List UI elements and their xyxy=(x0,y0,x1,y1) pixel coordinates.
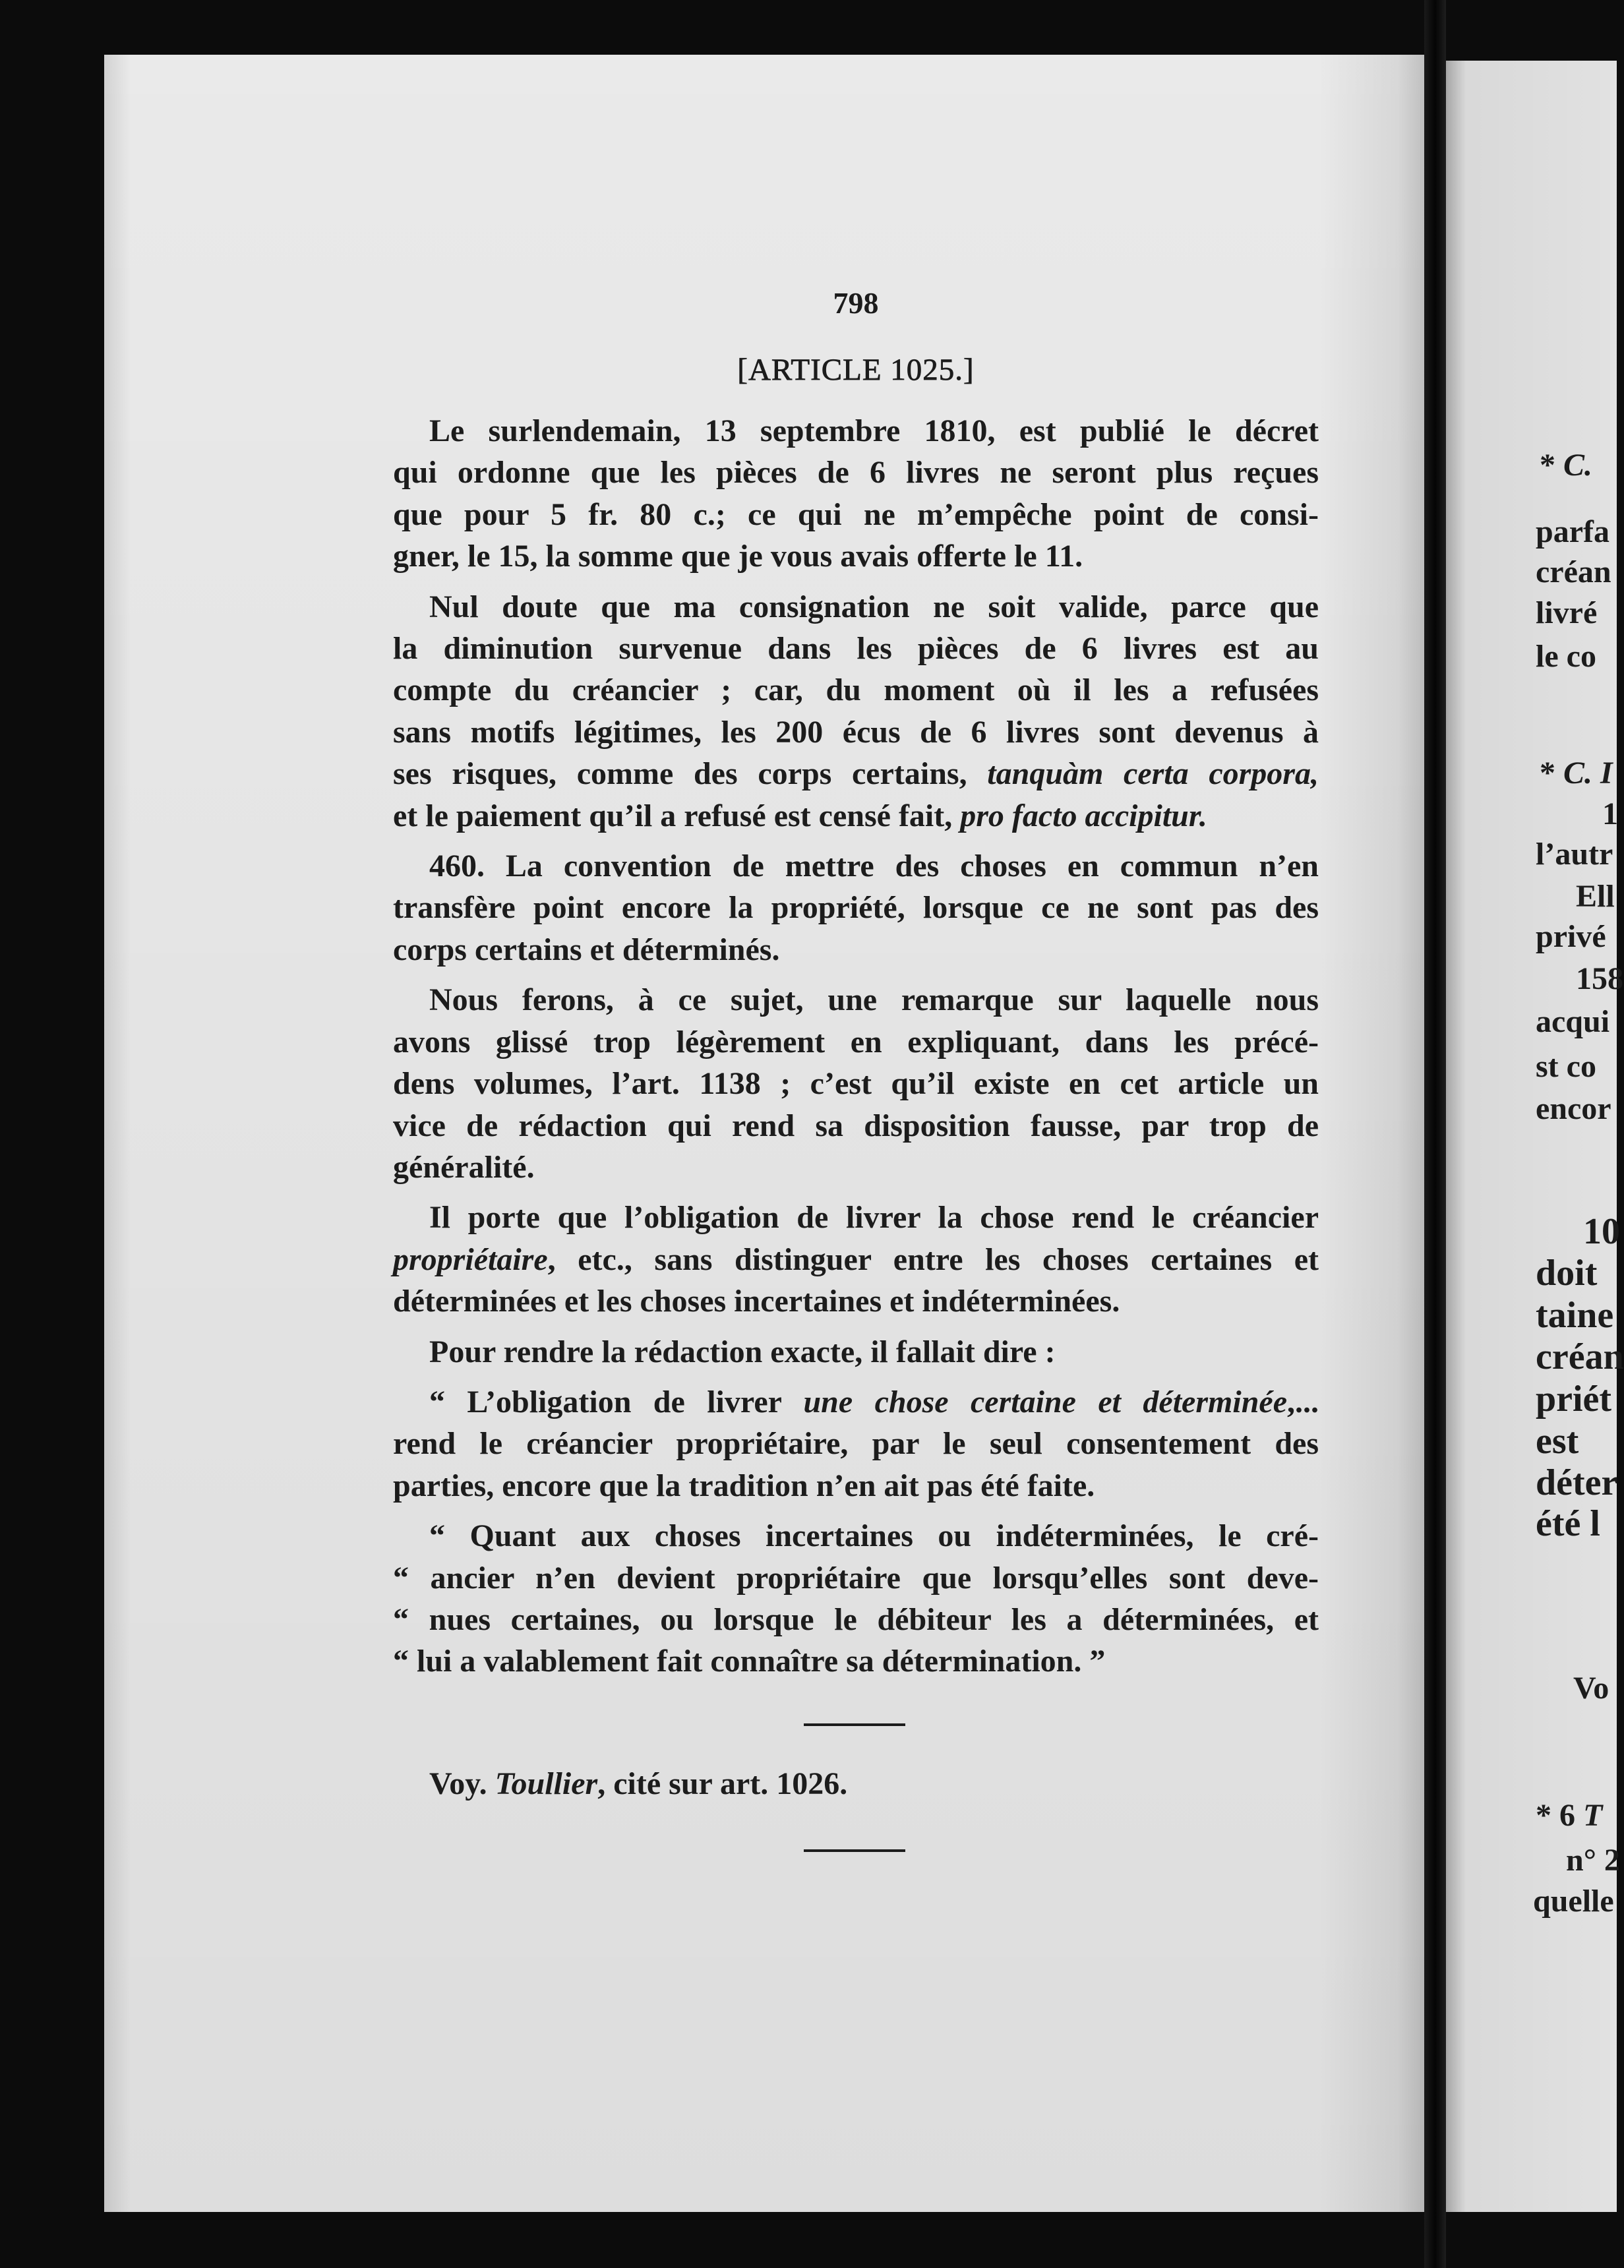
text-run: la diminution survenue dans les pièces de 6 livres est au xyxy=(393,631,1319,667)
text-run: Voy. xyxy=(429,1766,495,1801)
facing-page-text-fragment xyxy=(1536,1378,1611,1420)
facing-page-text-fragment xyxy=(1536,1795,1602,1837)
italic-text: Toullier xyxy=(495,1766,598,1801)
text-line xyxy=(393,535,1319,577)
text-run: livré xyxy=(1536,595,1598,630)
text-run: parfa xyxy=(1536,514,1609,549)
text-run: 158 xyxy=(1576,961,1623,996)
facing-page-text-fragment xyxy=(1533,1880,1614,1923)
text-line xyxy=(393,1465,1319,1507)
text-run: * 6 xyxy=(1536,1798,1583,1833)
text-line xyxy=(393,1423,1319,1464)
text-run: créan xyxy=(1536,554,1611,589)
text-line xyxy=(393,410,1319,452)
text-line xyxy=(393,929,1319,970)
text-run: acqui xyxy=(1536,1004,1610,1039)
text-run: généralité. xyxy=(393,1149,535,1185)
section-rule xyxy=(804,1849,905,1852)
text-run: encor xyxy=(1536,1091,1611,1126)
facing-page xyxy=(1446,61,1624,2212)
paragraph xyxy=(393,1331,1319,1373)
text-run: et le paiement qu’il a refusé est censé fait, xyxy=(393,798,961,833)
paragraph xyxy=(393,1515,1319,1683)
text-line xyxy=(393,628,1319,669)
text-run: Pour rendre la rédaction exacte, il fallait dire : xyxy=(429,1334,1056,1369)
text-run: “ lui a valablement fait connaître sa détermination. ” xyxy=(393,1644,1106,1679)
text-run: compte du créancier ; car, du moment où il les a refusées xyxy=(393,672,1319,708)
text-run: Le surlendemain, 13 septembre 1810, est publié le décret xyxy=(429,413,1319,448)
text-run: 10 xyxy=(1583,1211,1620,1252)
facing-page-text-fragment xyxy=(1536,1088,1611,1130)
text-run: ses risques, comme des corps certains, xyxy=(393,756,988,792)
text-line xyxy=(393,1640,1319,1682)
italic-text: propriétaire xyxy=(393,1241,548,1277)
text-line xyxy=(393,452,1319,493)
facing-page-text-fragment xyxy=(1536,1294,1613,1336)
facing-page-text-fragment xyxy=(1540,752,1613,794)
text-run: rend le créancier propriétaire, par le seul consentement des xyxy=(393,1426,1319,1462)
facing-page-text-fragment xyxy=(1573,1667,1609,1710)
text-run: Nous ferons, à ce sujet, une remarque sur laquelle nous xyxy=(429,982,1319,1018)
text-line xyxy=(393,586,1319,628)
text-run: qui ordonne que les pièces de 6 livres ne seront plus reçues xyxy=(393,455,1319,491)
text-run: quelle xyxy=(1533,1884,1614,1919)
text-run: Nul doute que ma consignation ne soit valide, parce que xyxy=(429,589,1319,624)
text-line xyxy=(393,669,1319,711)
text-run: corps certains et déterminés. xyxy=(393,932,780,967)
italic-text: pro facto accipitur. xyxy=(960,798,1207,833)
text-run: priét xyxy=(1536,1379,1612,1419)
facing-page-text-fragment xyxy=(1536,916,1606,958)
facing-page-text-fragment xyxy=(1536,511,1609,553)
text-run: “ ancier n’en devient propriétaire que lorsqu’elles sont deve- xyxy=(393,1560,1319,1596)
text-run: est xyxy=(1536,1421,1579,1462)
page-number: 798 xyxy=(833,286,879,320)
text-run: Ell xyxy=(1576,879,1615,914)
left-page xyxy=(104,55,1424,2212)
text-run: que pour 5 fr. 80 c.; ce qui ne m’empêche point de consi- xyxy=(393,496,1319,532)
text-run: * xyxy=(1540,756,1563,791)
facing-page-text-fragment xyxy=(1536,636,1596,678)
facing-page-text-fragment xyxy=(1536,833,1613,876)
text-line xyxy=(393,1557,1319,1599)
facing-page-text-fragment xyxy=(1566,1839,1620,1882)
paragraph xyxy=(393,586,1319,837)
text-run: , etc., sans distinguer entre les choses certaines et xyxy=(547,1241,1319,1277)
facing-page-text-fragment xyxy=(1536,1252,1597,1294)
text-run: déterminées et les choses incertaines et indéterminées. xyxy=(393,1284,1120,1319)
text-line xyxy=(393,1331,1319,1373)
text-run: dens volumes, l’art. 1138 ; c’est qu’il existe en cet article un xyxy=(393,1066,1319,1102)
facing-page-text-fragment xyxy=(1576,876,1615,918)
text-line xyxy=(393,887,1319,928)
text-line xyxy=(393,1147,1319,1188)
facing-page-text-fragment xyxy=(1536,592,1597,634)
text-line xyxy=(393,1239,1319,1280)
text-line xyxy=(393,1515,1319,1557)
text-line xyxy=(393,795,1319,837)
text-run: Vo xyxy=(1573,1671,1609,1706)
paragraph xyxy=(393,845,1319,970)
paragraph xyxy=(393,1197,1319,1322)
facing-page-text-fragment xyxy=(1536,1046,1596,1088)
text-run: taine xyxy=(1536,1295,1614,1336)
facing-page-text-fragment xyxy=(1536,551,1611,593)
italic-text: T xyxy=(1583,1798,1603,1833)
italic-text: tanquàm certa corpora, xyxy=(987,756,1319,792)
paragraph xyxy=(393,979,1319,1188)
text-line xyxy=(393,1381,1319,1423)
facing-page-text-fragment xyxy=(1583,1210,1620,1253)
text-run: le co xyxy=(1536,639,1596,674)
text-run: * xyxy=(1540,448,1563,483)
text-run: déter xyxy=(1536,1462,1618,1503)
text-line xyxy=(393,494,1319,535)
facing-page-text-fragment xyxy=(1536,1462,1617,1504)
text-line xyxy=(393,1280,1319,1322)
text-line xyxy=(393,711,1319,753)
text-line xyxy=(393,1063,1319,1104)
text-run: “ Quant aux choses incertaines ou indéterminées, le cré- xyxy=(429,1518,1319,1554)
text-line xyxy=(393,1197,1319,1238)
page-gutter xyxy=(1424,0,1446,2268)
text-run: l’autr xyxy=(1536,837,1613,872)
body-text xyxy=(393,410,1319,1683)
text-run: été l xyxy=(1536,1503,1600,1544)
facing-page-text-fragment xyxy=(1540,444,1592,487)
text-line xyxy=(393,979,1319,1021)
text-run: doit xyxy=(1536,1253,1598,1294)
text-line xyxy=(393,1021,1319,1063)
paragraph xyxy=(393,410,1319,578)
facing-page-text-fragment xyxy=(1536,1001,1609,1043)
section-rule xyxy=(804,1723,905,1726)
article-heading: [ARTICLE 1025.] xyxy=(737,353,975,387)
text-run: ,... xyxy=(1287,1384,1319,1419)
text-run: “ nues certaines, ou lorsque le débiteur les a déterminées, et xyxy=(393,1601,1319,1637)
paragraph xyxy=(393,1381,1319,1507)
text-line xyxy=(393,753,1319,794)
text-run: Il porte que l’obligation de livrer la chose rend le créancier xyxy=(429,1200,1319,1236)
text-run: 460. La convention de mettre des choses en commun n’en xyxy=(429,849,1319,884)
text-line xyxy=(393,1599,1319,1640)
text-run: st co xyxy=(1536,1049,1596,1084)
text-run: n° 2 xyxy=(1566,1843,1620,1878)
text-run: avons glissé trop légèrement en expliquant, dans les précé- xyxy=(393,1024,1319,1059)
facing-page-text-fragment xyxy=(1602,793,1618,835)
text-run: transfère point encore la propriété, lorsque ce ne sont pas des xyxy=(393,890,1319,926)
text-run: vice de rédaction qui rend sa disposition fausse, par trop de xyxy=(393,1108,1319,1143)
text-run: , cité sur art. 1026. xyxy=(597,1766,848,1801)
text-run: 1 xyxy=(1602,796,1618,831)
italic-text: une chose certaine et déterminée xyxy=(803,1384,1287,1419)
facing-page-text-fragment xyxy=(1536,1503,1600,1545)
facing-page-text-fragment xyxy=(1576,958,1623,1000)
text-run: créan xyxy=(1536,1336,1624,1377)
text-run: sans motifs légitimes, les 200 écus de 6 livres sont devenus à xyxy=(393,714,1319,750)
text-run: parties, encore que la tradition n’en ait pas été faite. xyxy=(393,1468,1095,1503)
facing-page-text-fragment xyxy=(1536,1336,1624,1378)
italic-text: C. I xyxy=(1563,756,1613,791)
text-run: gner, le 15, la somme que je vous avais offerte le 11. xyxy=(393,539,1083,574)
text-line xyxy=(393,845,1319,887)
text-run: privé xyxy=(1536,919,1606,954)
cross-reference xyxy=(429,1763,847,1805)
text-line xyxy=(393,1105,1319,1147)
text-run: “ L’obligation de livrer xyxy=(429,1384,804,1419)
facing-page-text-fragment xyxy=(1536,1420,1579,1462)
italic-text: C. xyxy=(1563,448,1593,483)
